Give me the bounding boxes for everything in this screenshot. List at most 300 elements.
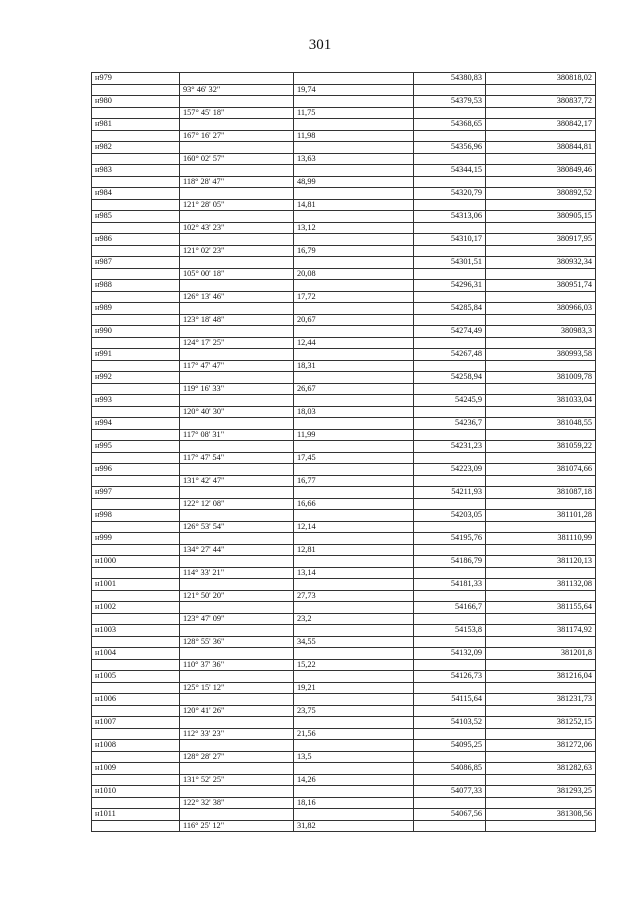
- empty-x-cell: [414, 383, 486, 395]
- empty-distance-cell: [294, 625, 414, 637]
- empty-y-cell: [486, 613, 596, 625]
- empty-distance-cell: [294, 533, 414, 545]
- y-coordinate-cell: 380932,34: [486, 257, 596, 269]
- empty-distance-cell: [294, 717, 414, 729]
- point-name-cell: н1000: [92, 556, 180, 568]
- empty-x-cell: [414, 199, 486, 211]
- point-row: [92, 602, 596, 614]
- point-row: [92, 464, 596, 476]
- empty-y-cell: [486, 498, 596, 510]
- empty-y-cell: [486, 452, 596, 464]
- empty-point-cell: [92, 682, 180, 694]
- direction-angle-cell: 122° 12' 08": [180, 498, 294, 510]
- distance-cell: 19,21: [294, 682, 414, 694]
- empty-x-cell: [414, 452, 486, 464]
- point-name-cell: н1006: [92, 694, 180, 706]
- y-coordinate-cell: 381009,78: [486, 372, 596, 384]
- empty-y-cell: [486, 130, 596, 142]
- point-name-cell: н1002: [92, 602, 180, 614]
- empty-distance-cell: [294, 142, 414, 154]
- direction-angle-cell: 131° 42' 47": [180, 475, 294, 487]
- empty-distance-cell: [294, 648, 414, 660]
- empty-y-cell: [486, 521, 596, 533]
- empty-angle-cell: [180, 809, 294, 821]
- empty-angle-cell: [180, 556, 294, 568]
- point-row: [92, 73, 596, 85]
- empty-point-cell: [92, 84, 180, 96]
- point-row: [92, 96, 596, 108]
- empty-x-cell: [414, 820, 486, 832]
- empty-angle-cell: [180, 740, 294, 752]
- segment-row: [92, 820, 596, 832]
- direction-angle-cell: 125° 15' 12": [180, 682, 294, 694]
- empty-angle-cell: [180, 303, 294, 315]
- y-coordinate-cell: 380905,15: [486, 211, 596, 223]
- empty-distance-cell: [294, 119, 414, 131]
- empty-x-cell: [414, 613, 486, 625]
- x-coordinate-cell: 54379,53: [414, 96, 486, 108]
- empty-distance-cell: [294, 809, 414, 821]
- segment-row: [92, 406, 596, 418]
- distance-cell: 15,22: [294, 659, 414, 671]
- empty-distance-cell: [294, 487, 414, 499]
- empty-point-cell: [92, 498, 180, 510]
- y-coordinate-cell: 381101,28: [486, 510, 596, 522]
- y-coordinate-cell: 380966,03: [486, 303, 596, 315]
- direction-angle-cell: 131° 52' 25": [180, 774, 294, 786]
- empty-angle-cell: [180, 602, 294, 614]
- empty-angle-cell: [180, 326, 294, 338]
- empty-x-cell: [414, 682, 486, 694]
- empty-x-cell: [414, 659, 486, 671]
- y-coordinate-cell: 381308,56: [486, 809, 596, 821]
- empty-x-cell: [414, 291, 486, 303]
- direction-angle-cell: 118° 28' 47": [180, 176, 294, 188]
- distance-cell: 18,31: [294, 360, 414, 372]
- point-row: [92, 625, 596, 637]
- point-row: [92, 303, 596, 315]
- empty-y-cell: [486, 567, 596, 579]
- empty-angle-cell: [180, 487, 294, 499]
- direction-angle-cell: 102° 43' 23": [180, 222, 294, 234]
- direction-angle-cell: 123° 47' 09": [180, 613, 294, 625]
- empty-angle-cell: [180, 510, 294, 522]
- x-coordinate-cell: 54103,52: [414, 717, 486, 729]
- point-name-cell: н1004: [92, 648, 180, 660]
- y-coordinate-cell: 381033,04: [486, 395, 596, 407]
- empty-point-cell: [92, 383, 180, 395]
- segment-row: [92, 245, 596, 257]
- point-name-cell: н1010: [92, 786, 180, 798]
- point-row: [92, 763, 596, 775]
- segment-row: [92, 452, 596, 464]
- empty-y-cell: [486, 429, 596, 441]
- y-coordinate-cell: 381231,73: [486, 694, 596, 706]
- y-coordinate-cell: 380917,95: [486, 234, 596, 246]
- empty-x-cell: [414, 521, 486, 533]
- x-coordinate-cell: 54132,09: [414, 648, 486, 660]
- empty-y-cell: [486, 406, 596, 418]
- direction-angle-cell: 120° 41' 26": [180, 705, 294, 717]
- point-name-cell: н1003: [92, 625, 180, 637]
- direction-angle-cell: 117° 47' 54": [180, 452, 294, 464]
- point-name-cell: н999: [92, 533, 180, 545]
- x-coordinate-cell: 54195,76: [414, 533, 486, 545]
- empty-distance-cell: [294, 96, 414, 108]
- empty-point-cell: [92, 797, 180, 809]
- empty-distance-cell: [294, 257, 414, 269]
- empty-angle-cell: [180, 625, 294, 637]
- direction-angle-cell: 167° 16' 27": [180, 130, 294, 142]
- x-coordinate-cell: 54236,7: [414, 418, 486, 430]
- empty-distance-cell: [294, 740, 414, 752]
- point-name-cell: н1009: [92, 763, 180, 775]
- point-name-cell: н1001: [92, 579, 180, 591]
- point-row: [92, 257, 596, 269]
- distance-cell: 11,99: [294, 429, 414, 441]
- segment-row: [92, 659, 596, 671]
- x-coordinate-cell: 54301,51: [414, 257, 486, 269]
- empty-x-cell: [414, 705, 486, 717]
- empty-point-cell: [92, 130, 180, 142]
- empty-distance-cell: [294, 188, 414, 200]
- empty-y-cell: [486, 797, 596, 809]
- point-name-cell: н1005: [92, 671, 180, 683]
- segment-row: [92, 199, 596, 211]
- distance-cell: 48,99: [294, 176, 414, 188]
- y-coordinate-cell: 380842,17: [486, 119, 596, 131]
- segment-row: [92, 682, 596, 694]
- segment-row: [92, 728, 596, 740]
- empty-angle-cell: [180, 441, 294, 453]
- segment-row: [92, 774, 596, 786]
- point-row: [92, 188, 596, 200]
- empty-point-cell: [92, 245, 180, 257]
- empty-angle-cell: [180, 349, 294, 361]
- empty-point-cell: [92, 268, 180, 280]
- empty-angle-cell: [180, 418, 294, 430]
- x-coordinate-cell: 54274,49: [414, 326, 486, 338]
- empty-distance-cell: [294, 326, 414, 338]
- y-coordinate-cell: 380993,58: [486, 349, 596, 361]
- empty-x-cell: [414, 774, 486, 786]
- distance-cell: 13,12: [294, 222, 414, 234]
- empty-point-cell: [92, 659, 180, 671]
- segment-row: [92, 636, 596, 648]
- empty-point-cell: [92, 452, 180, 464]
- empty-distance-cell: [294, 234, 414, 246]
- empty-y-cell: [486, 153, 596, 165]
- point-row: [92, 395, 596, 407]
- x-coordinate-cell: 54126,73: [414, 671, 486, 683]
- distance-cell: 17,72: [294, 291, 414, 303]
- direction-angle-cell: 114° 33' 21": [180, 567, 294, 579]
- distance-cell: 16,77: [294, 475, 414, 487]
- point-row: [92, 786, 596, 798]
- empty-y-cell: [486, 291, 596, 303]
- direction-angle-cell: 122° 32' 38": [180, 797, 294, 809]
- empty-distance-cell: [294, 786, 414, 798]
- direction-angle-cell: 121° 50' 20": [180, 590, 294, 602]
- empty-point-cell: [92, 590, 180, 602]
- empty-angle-cell: [180, 648, 294, 660]
- segment-row: [92, 590, 596, 602]
- empty-x-cell: [414, 590, 486, 602]
- y-coordinate-cell: 381074,66: [486, 464, 596, 476]
- x-coordinate-cell: 54211,93: [414, 487, 486, 499]
- empty-point-cell: [92, 475, 180, 487]
- empty-angle-cell: [180, 372, 294, 384]
- empty-x-cell: [414, 314, 486, 326]
- segment-row: [92, 797, 596, 809]
- empty-distance-cell: [294, 556, 414, 568]
- segment-row: [92, 291, 596, 303]
- empty-y-cell: [486, 176, 596, 188]
- y-coordinate-cell: 381216,04: [486, 671, 596, 683]
- empty-x-cell: [414, 176, 486, 188]
- x-coordinate-cell: 54153,8: [414, 625, 486, 637]
- empty-angle-cell: [180, 694, 294, 706]
- point-row: [92, 533, 596, 545]
- segment-row: [92, 107, 596, 119]
- empty-point-cell: [92, 774, 180, 786]
- empty-distance-cell: [294, 211, 414, 223]
- empty-y-cell: [486, 705, 596, 717]
- point-row: [92, 119, 596, 131]
- y-coordinate-cell: 380818,02: [486, 73, 596, 85]
- empty-y-cell: [486, 107, 596, 119]
- empty-distance-cell: [294, 602, 414, 614]
- empty-distance-cell: [294, 280, 414, 292]
- empty-y-cell: [486, 222, 596, 234]
- empty-y-cell: [486, 774, 596, 786]
- point-row: [92, 418, 596, 430]
- empty-x-cell: [414, 130, 486, 142]
- empty-y-cell: [486, 475, 596, 487]
- segment-row: [92, 613, 596, 625]
- coordinates-table: [91, 72, 596, 832]
- x-coordinate-cell: 54296,31: [414, 280, 486, 292]
- empty-angle-cell: [180, 257, 294, 269]
- empty-point-cell: [92, 199, 180, 211]
- segment-row: [92, 383, 596, 395]
- point-name-cell: н992: [92, 372, 180, 384]
- y-coordinate-cell: 381087,18: [486, 487, 596, 499]
- coordinates-table-body: [92, 73, 596, 832]
- empty-distance-cell: [294, 441, 414, 453]
- empty-x-cell: [414, 84, 486, 96]
- empty-distance-cell: [294, 73, 414, 85]
- x-coordinate-cell: 54368,65: [414, 119, 486, 131]
- point-row: [92, 740, 596, 752]
- direction-angle-cell: 112° 33' 23": [180, 728, 294, 740]
- segment-row: [92, 176, 596, 188]
- y-coordinate-cell: 380837,72: [486, 96, 596, 108]
- empty-y-cell: [486, 383, 596, 395]
- distance-cell: 20,08: [294, 268, 414, 280]
- empty-point-cell: [92, 153, 180, 165]
- empty-y-cell: [486, 590, 596, 602]
- direction-angle-cell: 105° 00' 18": [180, 268, 294, 280]
- empty-point-cell: [92, 107, 180, 119]
- distance-cell: 20,67: [294, 314, 414, 326]
- x-coordinate-cell: 54344,15: [414, 165, 486, 177]
- point-name-cell: н980: [92, 96, 180, 108]
- point-row: [92, 809, 596, 821]
- empty-point-cell: [92, 544, 180, 556]
- segment-row: [92, 544, 596, 556]
- empty-angle-cell: [180, 395, 294, 407]
- empty-y-cell: [486, 245, 596, 257]
- empty-y-cell: [486, 544, 596, 556]
- distance-cell: 11,98: [294, 130, 414, 142]
- empty-distance-cell: [294, 694, 414, 706]
- distance-cell: 17,45: [294, 452, 414, 464]
- empty-distance-cell: [294, 464, 414, 476]
- point-row: [92, 211, 596, 223]
- empty-x-cell: [414, 153, 486, 165]
- page-number: 301: [308, 37, 332, 53]
- empty-y-cell: [486, 820, 596, 832]
- x-coordinate-cell: 54313,06: [414, 211, 486, 223]
- distance-cell: 11,75: [294, 107, 414, 119]
- empty-y-cell: [486, 728, 596, 740]
- empty-angle-cell: [180, 119, 294, 131]
- empty-x-cell: [414, 544, 486, 556]
- segment-row: [92, 567, 596, 579]
- x-coordinate-cell: 54258,94: [414, 372, 486, 384]
- x-coordinate-cell: 54356,96: [414, 142, 486, 154]
- point-name-cell: н988: [92, 280, 180, 292]
- y-coordinate-cell: 381201,8: [486, 648, 596, 660]
- empty-distance-cell: [294, 671, 414, 683]
- empty-angle-cell: [180, 671, 294, 683]
- y-coordinate-cell: 381048,55: [486, 418, 596, 430]
- empty-angle-cell: [180, 280, 294, 292]
- empty-angle-cell: [180, 142, 294, 154]
- empty-point-cell: [92, 636, 180, 648]
- empty-x-cell: [414, 636, 486, 648]
- x-coordinate-cell: 54320,79: [414, 188, 486, 200]
- point-row: [92, 280, 596, 292]
- empty-point-cell: [92, 820, 180, 832]
- point-name-cell: н993: [92, 395, 180, 407]
- x-coordinate-cell: 54186,79: [414, 556, 486, 568]
- direction-angle-cell: 157° 45' 18": [180, 107, 294, 119]
- distance-cell: 34,55: [294, 636, 414, 648]
- y-coordinate-cell: 380849,46: [486, 165, 596, 177]
- direction-angle-cell: 128° 55' 36": [180, 636, 294, 648]
- empty-distance-cell: [294, 372, 414, 384]
- direction-angle-cell: 110° 37' 36": [180, 659, 294, 671]
- empty-distance-cell: [294, 579, 414, 591]
- direction-angle-cell: 121° 02' 23": [180, 245, 294, 257]
- point-name-cell: н987: [92, 257, 180, 269]
- empty-angle-cell: [180, 763, 294, 775]
- empty-x-cell: [414, 728, 486, 740]
- empty-distance-cell: [294, 165, 414, 177]
- point-name-cell: н994: [92, 418, 180, 430]
- y-coordinate-cell: 381132,08: [486, 579, 596, 591]
- segment-row: [92, 498, 596, 510]
- direction-angle-cell: 124° 17' 25": [180, 337, 294, 349]
- point-name-cell: н982: [92, 142, 180, 154]
- empty-y-cell: [486, 682, 596, 694]
- point-row: [92, 694, 596, 706]
- segment-row: [92, 521, 596, 533]
- empty-x-cell: [414, 406, 486, 418]
- direction-angle-cell: 117° 47' 47": [180, 360, 294, 372]
- point-name-cell: н1011: [92, 809, 180, 821]
- point-name-cell: н998: [92, 510, 180, 522]
- distance-cell: 16,66: [294, 498, 414, 510]
- distance-cell: 12,81: [294, 544, 414, 556]
- point-name-cell: н979: [92, 73, 180, 85]
- empty-point-cell: [92, 567, 180, 579]
- empty-point-cell: [92, 314, 180, 326]
- distance-cell: 16,79: [294, 245, 414, 257]
- y-coordinate-cell: 381110,99: [486, 533, 596, 545]
- empty-point-cell: [92, 222, 180, 234]
- y-coordinate-cell: 381272,06: [486, 740, 596, 752]
- x-coordinate-cell: 54077,33: [414, 786, 486, 798]
- empty-x-cell: [414, 222, 486, 234]
- direction-angle-cell: 126° 53' 54": [180, 521, 294, 533]
- x-coordinate-cell: 54086,85: [414, 763, 486, 775]
- point-name-cell: н1007: [92, 717, 180, 729]
- empty-angle-cell: [180, 464, 294, 476]
- segment-row: [92, 268, 596, 280]
- point-row: [92, 234, 596, 246]
- empty-distance-cell: [294, 395, 414, 407]
- point-name-cell: н990: [92, 326, 180, 338]
- x-coordinate-cell: 54380,83: [414, 73, 486, 85]
- x-coordinate-cell: 54115,64: [414, 694, 486, 706]
- empty-point-cell: [92, 360, 180, 372]
- empty-angle-cell: [180, 717, 294, 729]
- empty-angle-cell: [180, 211, 294, 223]
- empty-y-cell: [486, 337, 596, 349]
- direction-angle-cell: 119° 16' 33": [180, 383, 294, 395]
- empty-x-cell: [414, 268, 486, 280]
- distance-cell: 18,16: [294, 797, 414, 809]
- x-coordinate-cell: 54310,17: [414, 234, 486, 246]
- y-coordinate-cell: 380892,52: [486, 188, 596, 200]
- segment-row: [92, 360, 596, 372]
- point-name-cell: н981: [92, 119, 180, 131]
- empty-x-cell: [414, 498, 486, 510]
- empty-distance-cell: [294, 349, 414, 361]
- x-coordinate-cell: 54245,9: [414, 395, 486, 407]
- x-coordinate-cell: 54285,84: [414, 303, 486, 315]
- distance-cell: 31,82: [294, 820, 414, 832]
- y-coordinate-cell: 381293,25: [486, 786, 596, 798]
- empty-x-cell: [414, 337, 486, 349]
- empty-point-cell: [92, 176, 180, 188]
- segment-row: [92, 429, 596, 441]
- direction-angle-cell: 93° 46' 32": [180, 84, 294, 96]
- empty-distance-cell: [294, 418, 414, 430]
- empty-y-cell: [486, 199, 596, 211]
- x-coordinate-cell: 54067,56: [414, 809, 486, 821]
- empty-point-cell: [92, 728, 180, 740]
- distance-cell: 26,67: [294, 383, 414, 395]
- empty-point-cell: [92, 521, 180, 533]
- point-name-cell: н991: [92, 349, 180, 361]
- distance-cell: 23,75: [294, 705, 414, 717]
- x-coordinate-cell: 54267,48: [414, 349, 486, 361]
- empty-point-cell: [92, 705, 180, 717]
